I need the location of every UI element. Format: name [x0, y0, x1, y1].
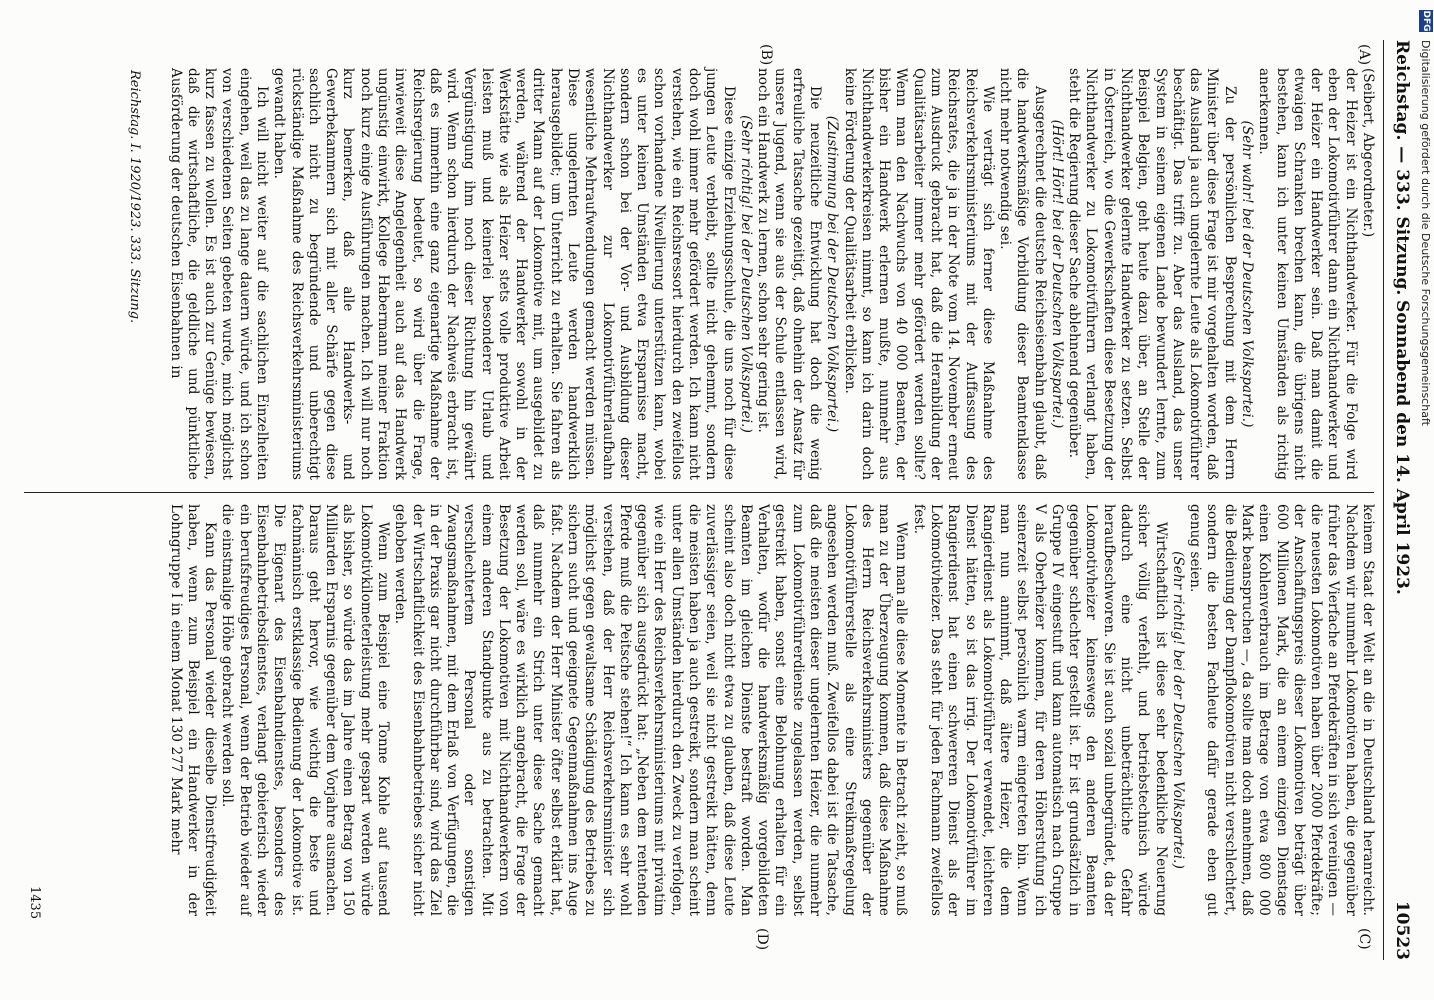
header-rule	[1383, 40, 1384, 960]
paragraph: Zu der persönlichen Besprechung mit dem Herrn Minister über diese Frage ist mir vorgehalten worden, daß das Ausland ja auch ungelernte Leute als Lokomotivführer beschäftigt. Das trifft zu. Aber das Ausland, das unser System in seinem eigenen Lande bewundert lernte, zum Beispiel Belgien, geht heute dazu über, an Stelle der Nichthandwerker gelernte Handwerker zu setzen. Selbst in Österreich, wo die Gewerkschaften diese Besetzung der Nichthandwerker zu Lokomotivführern verlangt haben, steht die Regierung dieser Sache ablehnend gegenüber.	[1066, 68, 1238, 480]
header-left: Reichstag. — 333. Sitzung.	[1392, 40, 1412, 296]
speaker-line: (Seibert, Abgeordneter.)	[1360, 68, 1376, 238]
paragraph: der Heizer ist ein Nichthandwerker. Für die Folge wird eben der Lokomotivführer dann ein Nichthandwerker und der Heizer ein Handwerker sein. Daß man damit die etwaigen Schranken brechen kann, die übrigens nicht bestehen, kann ich unter keinen Umständen als richtig anerkennen.	[1256, 68, 1359, 480]
interjection: (Zustimmung bei der Deutschen Volkspartei.)	[824, 115, 841, 433]
digitization-credit-strip	[1416, 0, 1434, 1000]
paragraph: Wenn man alle diese Momente in Betracht zieht, so muß man zu der Überzeugung kommen, daß diese Maßnahme des Herrn Reichsverkehrsministers gegenüber der Lokomotivführerstelle als eine Streikmaßregelung angesehen werden muß. Zweifellos dabei ist die Tatsache, daß die meisten dieser ungelernten Heizer, die nunmehr zum Lokomotivführerdienste zugelassen werden, selbst gestreikt haben, sonst eine Belohnung erhalten für ein Verhalten, wofür die handwerksmäßig vorgebildeten Beamten im gleichen Dienste bestraft worden. Man scheint also doch nicht etwa zu glauben, daß diese Leute zuverlässiger seien, weil sie nicht gestreikt hätten, denn die meisten haben ja auch gestreikt, sondern man scheint unter allen Umständen hierdurch den Zweck zu verfolgen, wie ein Herr des Reichsverkehrsministeriums mit privatim gegenüber sich ausgedrückt hat: „Neben dem rentenden Pferde muß die Peitsche stehen!“ Ich kann es sehr wohl verstehen, daß der Herr Reichsverkehrsminister sich möglichst gegen gewaltsame Schädigung des Betriebes zu sichern sucht und geeignete Gegenmaßnahmen ins Auge faßt. Nachdem der Herr Minister öfter selbst erklärt hat, daß nunmehr ein Strich unter diese Sache gemacht werden soll, wäre es wirklich angebracht, die Frage der Besetzung der Lokomotiven mit Nichthandwerkern von einem anderen Standpunkte aus zu betrachten. Mit verschlechtertem Personal oder sonstigen Zwangsmaßnahmen, mit dem Erlaß von Verfügungen, die in der Praxis gar nicht durchführbar sind, wird das Ziel der Wirtschaftlichkeit des Eisenbahnbetriebes sicher nicht gehoben werden.	[392, 504, 910, 916]
running-header	[1386, 40, 1416, 960]
paragraph: Die neuzeitliche Entwicklung hat doch die wenig erfreuliche Tatsache gezeitigt, daß ohnehin der Ansatz für unsere Jugend, wenn sie aus der Schule entlassen wird, noch ein Handwerk zu lernen, schon sehr gering ist.	[755, 68, 823, 480]
footer-signature: Reichstag. I. 1920/1923. 333. Sitzung.	[127, 70, 142, 324]
right-column	[166, 504, 1376, 916]
footer-sheet-number: 1435	[27, 886, 42, 920]
paragraph: Ich will nicht weiter auf die sachlichen Einzelheiten eingehen, weil das zu lange dauern würde, und ich schon von verschiedenen Seiten gebeten wurde, mich möglichst kurz fassen zu wollen. Es ist auch zur Genüge bewiesen, daß die wirtschaftliche, die geldliche und pünktliche Ausförderung der deutschen Eisenbahnen in	[167, 68, 270, 480]
paragraph: Wirtschaftlich ist diese sehr bedenkliche Neuerung sicher völlig verfehlt, und betriebstechnisch würde dadurch eine nicht unbeträchtliche Gefahr heraufbeschworen. Sie ist auch sozial unbegründet, da der Lokomotivheizer keineswegs den anderen Beamten gegenüber schlechter gestellt ist. Er ist grundsätzlich in Gruppe IV eingestuft und kann automatisch nach Gruppe V als Oberheizer kommen, für deren Höherstufung ich seinerzeit selbst persönlich warm eingetreten bin. Wenn man nun annimmt, daß ältere Heizer, die dem Rangierdienst als Lokomotivführer verwendet, leichteren Dienst hätten, so ist das irrig. Der Lokomotivführer im Rangierdienst hat einen schwereren Dienst als der Lokomotivheizer. Das steht für jeden Fachmann zweifellos fest.	[910, 504, 1169, 916]
margin-marker-b: (B)	[758, 44, 774, 66]
interjection: (Sehr wahr! bei der Deutschen Volkspartei.)	[1239, 120, 1256, 428]
paragraph: Wie verträgt sich ferner diese Maßnahme des Reichsverkehrsministeriums mit der Auffassung des Reichsrates, die ja in der Note vom 14. November erneut zum Ausdruck gebracht hat, daß die Heranbildung der Qualitätsarbeiter immer mehr gefördert werden sollte? Wenn man den Nachwuchs von 40 000 Beamten, der bisher ein Handwerk erlernen mußte, nunmehr aus Nichthandwerkerkreisen nimmt, so kann ich darin doch keine Förderung der Qualitätsarbeit erblicken.	[841, 68, 996, 480]
header-center: Sonnabend den 14. April 1923.	[1392, 300, 1412, 595]
column-divider	[24, 492, 1374, 493]
paragraph: Wenn zum Beispiel eine Tonne Kohle auf tausend Lokomotivkilometerleistung mehr gespart werden würde als bisher, so würde das im Jahre einen Betrag von 150 Milliarden Ersparnis gegenüber dem Vorjahre ausmachen. Daraus geht hervor, wie wichtig die beste und fachmännisch erstklassige Bedienung der Lokomotive ist. Die Eigenart des Eisenbahndienstes, besonders des Eisenbahnbetriebsdienstes, verlangt gebieterisch wieder ein berufsfreudiges Personal, wenn der Betrieb wieder auf die einstmalige Höhe gebracht werden soll.	[219, 504, 391, 916]
digitization-credit: Digitalisierung gefördert durch die Deutsche Forschungsgemeinschaft	[1419, 40, 1432, 426]
paragraph: Ausgerechnet die deutsche Reichseisenbahn glaubt, daß die handwerksmäßige Vorbildung dieser Beamtenklasse nicht mehr notwendig sei.	[997, 68, 1048, 480]
margin-marker-a: (A)	[1356, 44, 1372, 66]
paragraph: keinem Staat der Welt an die in Deutschland heranreicht. Nachdem wir nunmehr Lokomotiven haben, die gegenüber früher das Vierfache an Pferdekräften in sich vereinigen — die neuesten Lokomotiven haben über 2000 Pferdekräfte; der Anschaffungspreis dieser Lokomotiven beträgt über 600 Millionen Mark, die an einem einzigen Dienstage einen Kohlenverbrauch im Betrage von etwa 800 000 Mark beanspruchen —, da sollte man doch annehmen, daß die Bedienung der Dampflokomotiven nicht verschlechtert, sondern die besten Fachleute dafür gerade eben gut genug seien.	[1187, 504, 1376, 916]
paragraph: Kann das Personal wieder dieselbe Dienstfreudigkeit haben, wenn zum Beispiel ein Handwerker in der Lohngruppe I in einem Monat 130 277 Mark mehr	[167, 504, 219, 916]
dfg-logo: DFG	[1421, 10, 1431, 32]
left-column	[166, 68, 1376, 480]
interjection: (Sehr richtig! bei der Deutschen Volkspartei.)	[1169, 551, 1186, 869]
paragraph: Diese einzige Erziehungsschule, die uns noch für diese jungen Leute verbleibt, sollte nicht gehemmt, sondern doch wohl immer mehr gefördert werden. Ich kann nicht verstehen, wie ein Reichsressort hierdurch den zweifellos schon vorhandene Nivellierung unterstützen kann, wobei es unter keinen Umständen etwa Ersparnisse macht, sondern schon bei der Vor- und Ausbildung dieser Nichthandwerker zur Lokomotivführerlaufbahn wesentliche Mehraufwendungen gemacht werden müssen. Diese ungelernten Leute werden handwerklich herausgebildet; um Unterricht zu erhalten. Sie fahren als dritter Mann auf der Lokomotive mit, um ausgebildet zu werden, während der Handwerker sowohl in der Werkstätte wie als Heizer stets volle produktive Arbeit leisten muß und keinerlei besonderer Urlaub und Vergünstigung ihm noch dieser Richtung hin gewährt wird. Wenn schon hierdurch der Nachweis erbracht ist, daß es immerhin eine ganz eigenartige Maßnahme der Reichsregierung bedeutet, so wird über die Frage, inwieweit diese Angelegenheit auch auf das Handwerk ungünstig einwirkt, Kollege Habermann meiner Fraktion noch kurz einige Ausführungen machen. Ich will nur noch kurz bemerken, daß alle Handwerks- und Gewerbekammern sich mit aller Schärfe gegen diese sachlich nicht zu begründende und unberechtigt rückständige Maßnahme des Reichsverkehrsministeriums gewandt haben.	[271, 68, 737, 480]
interjection: (Sehr richtig! bei der Deutschen Volkspartei.)	[737, 115, 754, 433]
interjection: (Hört! Hört! bei der Deutschen Volkspartei.)	[1048, 119, 1065, 429]
margin-marker-c: (C)	[1356, 928, 1372, 950]
margin-marker-d: (D)	[754, 928, 770, 951]
page-number: 10523	[1392, 900, 1412, 960]
